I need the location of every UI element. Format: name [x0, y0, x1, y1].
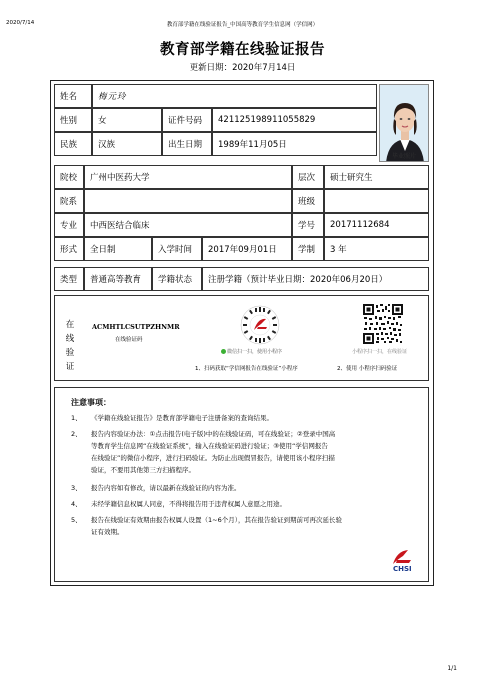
note-4-number: 4、	[71, 500, 82, 508]
mini-program-code[interactable]	[240, 305, 280, 345]
note-2-line-2: 等教育学生信息网“在线验证系统”，输入在线验证码进行验证；③使用“学信网报告	[91, 442, 328, 450]
note-5-line-1: 报告在线验证有效期由报告权属人设置（1~6个月），其在报告验证到期前可再次延长验	[91, 516, 342, 524]
verify-label: 在线验证	[65, 320, 75, 372]
label-dept: 院系	[54, 189, 84, 213]
value-dept	[84, 189, 292, 213]
label-major: 专业	[54, 213, 84, 237]
label-status: 学籍状态	[152, 267, 202, 291]
value-form: 全日制	[84, 237, 152, 261]
print-header-title: 教育部学籍在线验证报告_中国高等教育学生信息网（学信网）	[166, 22, 319, 28]
value-duration: 3 年	[324, 237, 429, 261]
label-id-no: 证件号码	[162, 108, 212, 132]
value-class	[324, 189, 429, 213]
mini-program-code-icon	[240, 305, 280, 345]
verify-step-2: 2、使用 小程序扫码验证	[337, 366, 398, 372]
label-enroll: 入学时间	[152, 237, 202, 261]
wechat-icon	[221, 349, 226, 354]
label-ethnicity: 民族	[54, 132, 92, 156]
note-4-line-1: 未经学籍信息权属人同意，不得将报告用于违背权属人意愿之用途。	[91, 500, 286, 508]
value-major: 中西医结合临床	[84, 213, 292, 237]
mini-program-caption: 微信扫一扫，使用小程序	[221, 348, 282, 355]
label-school: 院校	[54, 165, 84, 189]
verification-section	[54, 295, 429, 381]
label-name: 姓名	[54, 84, 92, 108]
value-gender: 女	[92, 108, 162, 132]
value-id-no: 421125198911055829	[212, 108, 377, 132]
verify-step-1: 1、扫码获取“学信网报告在线验证”小程序	[195, 366, 298, 372]
value-name: 梅元玲	[92, 84, 377, 108]
page-title: 教育部学籍在线验证报告	[160, 42, 325, 58]
page-number: 1/1	[447, 665, 457, 672]
note-2-line-3: 在线验证”的微信小程序，进行扫码验证。为防止出现假冒报告，请使用该小程序扫描	[91, 454, 335, 462]
label-level: 层次	[292, 165, 324, 189]
student-photo	[379, 84, 429, 162]
value-birth: 1989年11月05日	[212, 132, 377, 156]
label-student-no: 学号	[292, 213, 324, 237]
note-5-line-2: 证有效期。	[91, 528, 124, 536]
qr-code-icon	[363, 304, 403, 344]
label-type: 类型	[54, 267, 84, 291]
value-type: 普通高等教育	[84, 267, 152, 291]
label-birth: 出生日期	[162, 132, 212, 156]
label-gender: 性别	[54, 108, 92, 132]
print-date: 2020/7/14	[6, 20, 35, 26]
value-enroll: 2017年09月01日	[202, 237, 292, 261]
note-2-number: 2、	[71, 430, 82, 438]
note-1-line-1: 《学籍在线验证报告》是教育部学籍电子注册备案的查询结果。	[91, 414, 273, 422]
value-ethnicity: 汉族	[92, 132, 162, 156]
note-3-number: 3、	[71, 484, 82, 492]
note-5-number: 5、	[71, 516, 82, 524]
label-form: 形式	[54, 237, 84, 261]
verification-code[interactable]: ACMHTLCSUTPZHNMR	[92, 323, 180, 331]
qr-code[interactable]	[363, 304, 403, 344]
value-student-no: 20171112684	[324, 213, 429, 237]
label-duration: 学制	[292, 237, 324, 261]
value-status: 注册学籍（预计毕业日期：2020年06月20日）	[202, 267, 429, 291]
photo-caption: 毕业照片	[391, 153, 416, 160]
chsi-logo	[387, 548, 417, 578]
note-3-line-1: 报告内容如有修改，请以最新在线验证的内容为准。	[91, 484, 241, 492]
chsi-logo-icon	[391, 548, 413, 566]
label-class: 班级	[292, 189, 324, 213]
notes-title: 注意事项：	[71, 398, 111, 407]
qr-code-caption: 小程序扫一扫，在线验证	[352, 349, 408, 355]
value-school: 广州中医药大学	[84, 165, 292, 189]
note-2-line-1: 报告内容验证办法：①点击报告(电子版)中的在线验证码，可在线验证；②登录中国高	[91, 430, 336, 438]
note-2-line-4: 验证，不要用其他第三方扫描程序。	[91, 466, 195, 474]
chsi-logo-text: CHSI	[393, 565, 412, 573]
report-sheet	[50, 80, 434, 586]
note-1-number: 1、	[71, 414, 82, 422]
value-level: 硕士研究生	[324, 165, 429, 189]
updated-date: 更新日期：2020年7月14日	[189, 63, 296, 73]
notes-section	[54, 387, 429, 582]
verification-code-caption: 在线验证码	[115, 337, 143, 343]
